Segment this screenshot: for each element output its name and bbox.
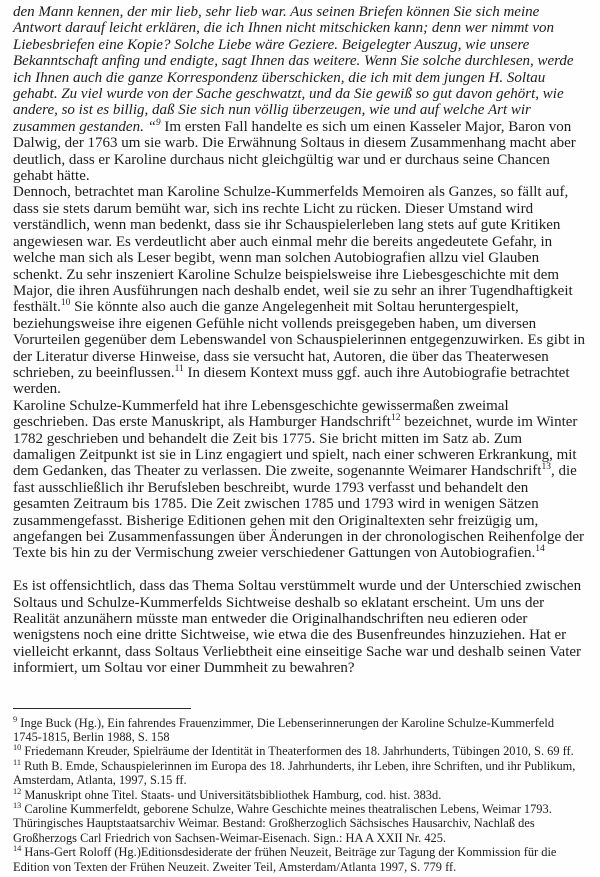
body-text-block bbox=[13, 4, 586, 677]
footnote-ref-14: 14 bbox=[535, 544, 545, 555]
paragraph-thema-soltau-fazit bbox=[13, 578, 586, 676]
footnote-ref-13: 13 bbox=[541, 462, 551, 473]
footnote-number-14: 14 bbox=[13, 844, 22, 854]
footnote-ref-12: 12 bbox=[390, 413, 401, 424]
footnote-number-12: 12 bbox=[13, 786, 22, 796]
body-text-run: Dennoch, betrachtet man Karoline Schulze-Kummerfelds Memoiren als Ganzes, so fällt auf, dass sie stets darum bemüht war, sich ins rechte Licht zu rücken. Dieser Umstand wird verständlich, wenn man bedenkt, dass sie ihr Schauspielerleben lang stets auf gute Kritiken angewiesen war. Es verdeutlicht aber auch einmal mehr die bereits angedeutete Gefahr, in welche man sich als Leser begibt, wenn man solchen Autobiografien allzu viel Glauben schenkt. Zu sehr inszeniert Karoline Schulze beispielsweise ihre Liebesgeschichte mit dem Major, die ihren Ausführungen nach deshalb endet, weil sie zu sehr an ihrer Tugendhaftigkeit festhält. bbox=[13, 184, 573, 316]
footnote-number-11: 11 bbox=[13, 757, 21, 767]
footnote-ref-9: 9 bbox=[155, 117, 161, 128]
body-text-run: Karoline Schulze-Kummerfeld hat ihre Lebensgeschichte gewissermaßen zweimal geschrieben. Das erste Manuskript, als Hamburger Handschrift bbox=[13, 397, 509, 431]
body-text-run: In diesem Kontext muss ggf. auch ihre Autobiografie betrachtet werden. bbox=[13, 364, 570, 398]
paragraph-memoiren-als-ganzes bbox=[13, 184, 586, 397]
quoted-letter-text: den Mann kennen, der mir lieb, sehr lieb war. Aus seinen Briefen können Sie sich meine Antwort darauf leicht erklären, die ich Ihnen nicht mitschicken kann; denn wer nimmt von Liebesbriefen eine Kopie? Solche Liebe wäre Geziere. Beigelegter Auszug, wie unsere Bekanntschaft anfing und endigte, sagt Ihnen das weitere. Wenn Sie solche durchlesen, werde ich Ihnen auch die ganze Korrespondenz überschicken, die ich mit dem jungen H. Soltau gehabt. Zu viel wurde von der Sache geschwatzt, und da Sie gewiß so gut davon gehört, wie andere, so ist es billig, daß Sie sich nun völlig überzeugen, wie und auf welche Art wir zusammen gestanden. “ bbox=[13, 4, 574, 135]
footnote-9: $^9$ Inge Buck (Hg.), Ein fahrendes Frauenzimmer, Die Lebenserinnerungen der Karoline Schulze-Kummerfeld 1745-1815, Berlin 1988, S. 158 bbox=[13, 714, 555, 744]
body-text-run: , die fast ausschließlich ihr Berufsleben beschreibt, wurde 1793 verfasst und behandelt den gesamten Zeitraum bis 1785. Die Zeit zwischen 1785 und 1793 wird in wenigen Sätzen zusammengefasst. Bisherige Editionen gehen mit den Originaltexten sehr freizügig um, angefangen bei Zusammenfassungen über Änderungen in der chronologischen Reihenfolge der Texte bis hin zu der Vermischung zweier verschiedener Gattungen von Autobiografien. bbox=[13, 463, 585, 562]
footnote-14: $^{14}$ Hans-Gert Roloff (Hg.)Editionsdesiderate der frühen Neuzeit, Beiträge zur Tagung der Kommission für die Edition von Texten der Frühen Neuzeit. Zweiter Teil, Amsterdam/Atlanta 1997, S. 779 ff. bbox=[13, 844, 557, 874]
body-text-run: Es ist offensichtlich, dass das Thema Soltau verstümmelt wurde und der Unterschied zwischen Soltaus und Schulze-Kummerfelds Sichtweise deshalb so eklatant erscheint. Um uns der Realität anzunähern müsste man entweder die Originalhandschriften neu edieren oder wenigstens noch eine dritte Sichtweise, wie etwa die des Busenfreundes hinzuziehen. Hat er vielleicht erkannt, dass Soltaus Verliebtheit eine einseitige Sache war und deshalb seinen Vater informiert, um Soltau vor einer Dummheit zu bewahren? bbox=[13, 578, 582, 677]
footnote-12: $^{12}$ Manuskript ohne Titel. Staats- und Universitätsbibliothek Hamburg, cod. hist. 383d. bbox=[13, 786, 442, 802]
body-text-run: bezeichnet, wurde im Winter 1782 geschrieben und behandelt die Zeit bis 1775. Sie bricht mitten im Satz ab. Zum damaligen Zeitpunkt ist sie in Linz engagiert und spielt, nach einer schweren Erkrankung, mit dem Gedanken, das Theater zu verlassen. Die zweite, sogenannte Weimarer Handschrift bbox=[13, 414, 578, 480]
footnote-area bbox=[13, 708, 586, 874]
body-text-run: Sie könnte also auch die ganze Angelegenheit mit Soltau heruntergespielt, beziehungsweise ihre eigenen Gefühle nicht vollends preisgegeben haben, um diversen Vorurteilen gegenüber dem Lebenswandel von Schauspielerinnen entgegenzuwirken. Es gibt in der Literatur diverse Hinweise, dass sie versucht hat, Autoren, die über das Theaterwesen schrieben, zu beeinflussen. bbox=[13, 299, 586, 381]
paragraph-soltau-letter-quote bbox=[13, 4, 586, 184]
footnote-ref-11: 11 bbox=[174, 363, 184, 374]
footnote-13: $^{13}$ Caroline Kummerfeldt, geborene Schulze, Wahre Geschichte meines theatralischen Lebens, Weimar 1793. Thüringisches Hauptstaatsarchiv Weimar. Bestand: Großherzoglich Sächsisches Hausarchiv, Nachlaß des Großherzogs Carl Friedrich von Sachsen-Weimar-Eisenach. Sign.: HA A XXII Nr. 425. bbox=[13, 800, 552, 845]
paragraph-zwei-handschriften bbox=[13, 398, 586, 562]
footnote-number-10: 10 bbox=[13, 743, 22, 753]
footnote-separator bbox=[13, 708, 191, 709]
footnote-ref-10: 10 bbox=[60, 298, 71, 309]
footnote-10: $^{10}$ Friedemann Kreuder, Spielräume der Identität in Theaterformen des 18. Jahrhunderts, Tübingen 2010, S. 69 ff. bbox=[13, 743, 574, 759]
footnote-number-9: 9 bbox=[13, 714, 18, 724]
footnote-number-13: 13 bbox=[13, 800, 22, 810]
footnote-11: $^{11}$ Ruth B. Emde, Schauspielerinnen im Europa des 18. Jahrhunderts, ihr Leben, ihre Schriften, und ihr Publikum, Amsterdam, Atlanta, 1997, S.15 ff. bbox=[13, 757, 576, 788]
body-text-run: Im ersten Fall handelte es sich um einen Kasseler Major, Baron von Dalwig, der 1763 um sie warb. Die Erwähnung Soltaus in diesem Zusammenhang macht aber deutlich, dass er Karoline durchaus nicht gleichgültig war und er durchaus seine Chancen gehabt hätte. bbox=[13, 118, 576, 185]
footnotes-section bbox=[13, 716, 586, 874]
